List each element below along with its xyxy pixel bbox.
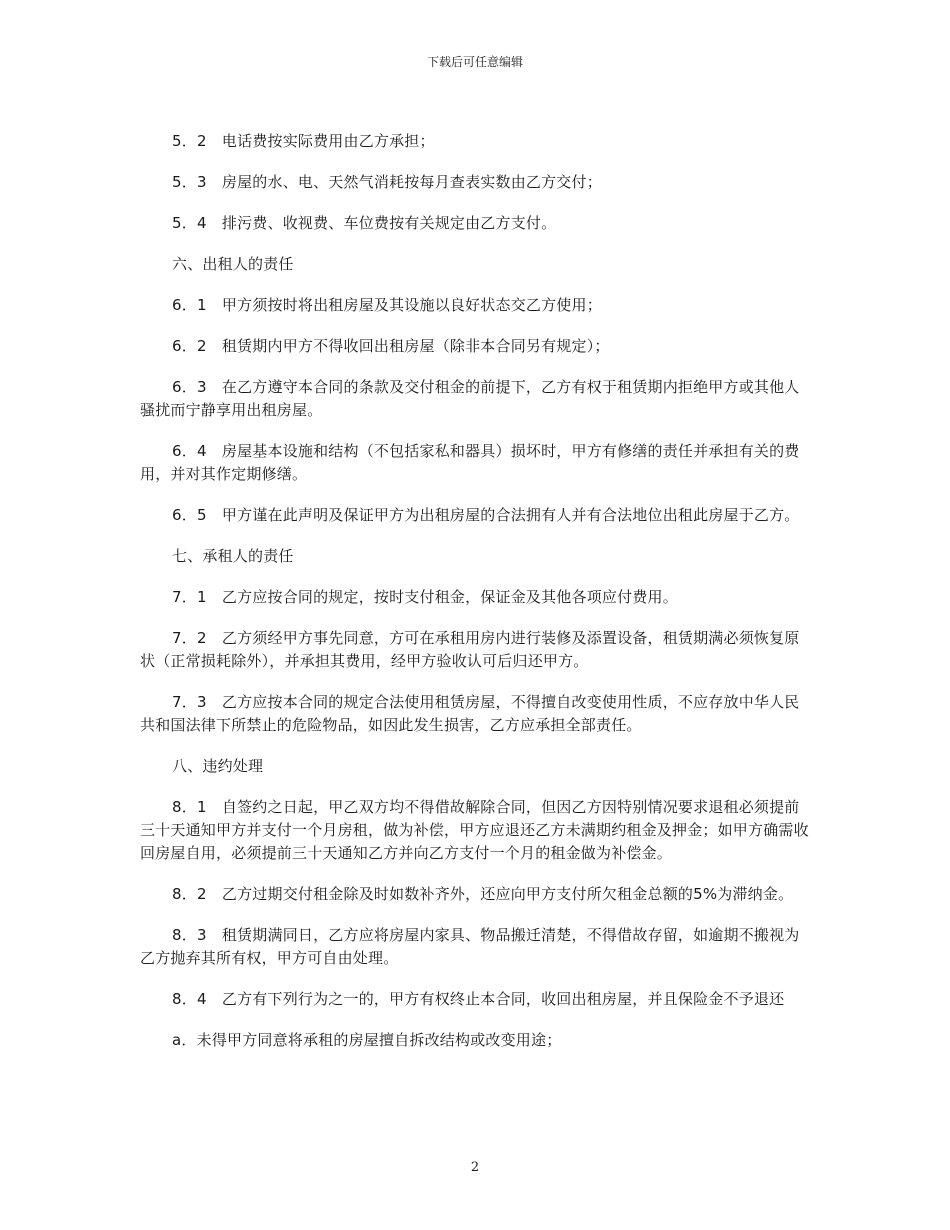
clause-6-2: 6．2 租赁期内甲方不得收回出租房屋（除非本合同另有规定）； [172,337,610,355]
page-number: 2 [470,1160,480,1175]
clause-8-3: 8．3 租赁期满同日，乙方应将房屋内家具、物品搬迁清楚，不得借故存留，如逾期不搬视为乙方抛弃其所有权，甲方可自由处理。 [140,926,800,967]
clause-6-4: 6．4 房屋基本设施和结构（不包括家私和器具）损坏时，甲方有修缮的责任并承担有关的费用，并对其作定期修缮。 [140,442,800,483]
clause-8-2: 8．2 乙方过期交付租金除及时如数补齐外，还应向甲方支付所欠租金总额的5%为滞纳金。 [172,885,794,903]
section-heading-6: 六、出租人的责任 [172,255,294,273]
clause-5-4: 5．4 排污费、收视费、车位费按有关规定由乙方支付。 [172,214,557,232]
clause-8-4-a: a．未得甲方同意将承租的房屋擅自拆改结构或改变用途； [172,1031,562,1049]
section-heading-7: 七、承租人的责任 [172,547,294,565]
clause-7-2: 7．2 乙方须经甲方事先同意，方可在承租用房内进行装修及添置设备，租赁期满必须恢复原状（正常损耗除外），并承担其费用，经甲方验收认可后归还甲方。 [140,629,800,670]
clause-6-1: 6．1 甲方须按时将出租房屋及其设施以良好状态交乙方使用； [172,296,602,314]
clause-5-2: 5．2 电话费按实际费用由乙方承担； [172,132,435,150]
clause-8-4: 8．4 乙方有下列行为之一的，甲方有权终止本合同，收回出租房屋，并且保险金不予退还 [172,990,785,1008]
section-heading-8: 八、违约处理 [172,757,264,775]
clause-6-5: 6．5 甲方谨在此声明及保证甲方为出租房屋的合法拥有人并有合法地位出租此房屋于乙方。 [172,506,800,524]
clause-6-3: 6．3 在乙方遵守本合同的条款及交付租金的前提下，乙方有权于租赁期内拒绝甲方或其他人骚扰而宁静享用出租房屋。 [140,378,800,419]
clause-7-1: 7．1 乙方应按合同的规定，按时支付租金，保证金及其他各项应付费用。 [172,588,678,606]
clause-8-1: 8．1 自签约之日起，甲乙双方均不得借故解除合同，但因乙方因特别情况要求退租必须提前三十天通知甲方并支付一个月房租，做为补偿，甲方应退还乙方未满期约租金及押金；如甲方确需收回房屋自用，必须提前三十天通知乙方并向乙方支付一个月的租金做为补偿金。 [140,798,809,862]
clause-7-3: 7．3 乙方应按本合同的规定合法使用租赁房屋，不得擅自改变使用性质，不应存放中华人民共和国法律下所禁止的危险物品，如因此发生损害，乙方应承担全部责任。 [140,693,800,734]
clause-5-3: 5．3 房屋的水、电、天然气消耗按每月查表实数由乙方交付； [172,173,602,191]
document-body [140,130,812,1070]
page-header: 下载后可任意编辑 [426,55,523,69]
